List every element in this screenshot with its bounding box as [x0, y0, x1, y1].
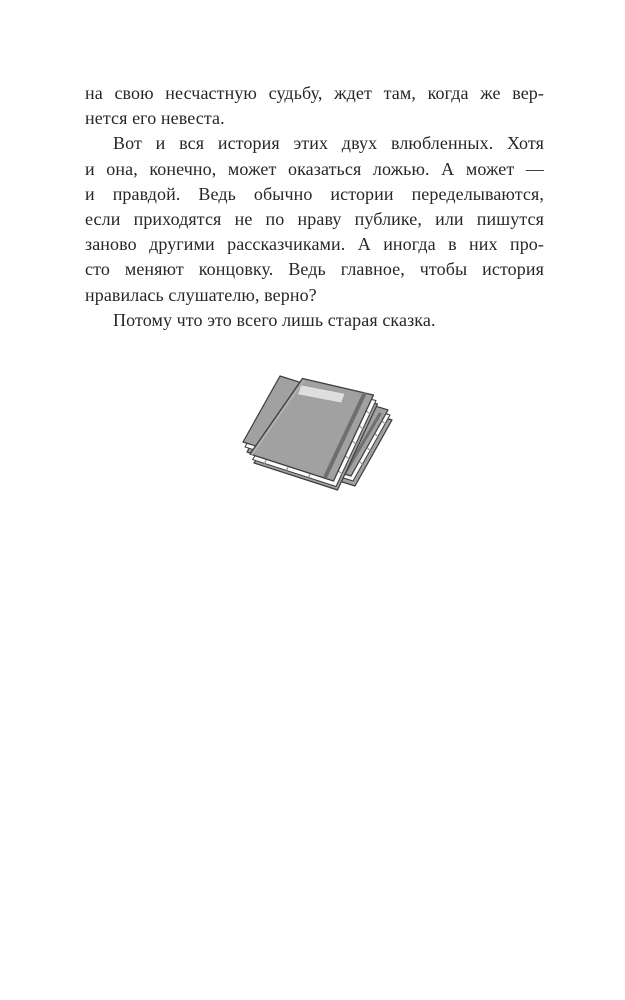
text-line: Потому что это всего лишь старая сказка.	[113, 309, 436, 330]
text-line: на свою несчастную судьбу, ждет там, когда же вер-	[85, 83, 544, 103]
text-line: заново другими рассказчиками. А иногда в них про-	[85, 234, 544, 255]
text-line: Вот и вся история этих двух влюбленных. Хотя	[113, 133, 544, 154]
text-line: и она, конечно, может оказаться ложью. А может —	[85, 158, 544, 179]
paragraph	[85, 131, 544, 307]
text-line: если приходятся не по нраву публике, или пишутся	[85, 209, 544, 230]
text-line: нется его невеста.	[85, 108, 225, 129]
text-line: и правдой. Ведь обычно истории переделываются,	[85, 183, 544, 204]
text-block	[85, 81, 544, 333]
paragraph	[85, 81, 544, 131]
text-line: сто меняют концовку. Ведь главное, чтобы история	[85, 259, 544, 280]
stacked-books-icon	[236, 364, 396, 496]
stacked-books-illustration	[236, 364, 396, 496]
paragraph	[85, 308, 544, 333]
text-line: нравилась слушателю, верно?	[85, 284, 317, 305]
